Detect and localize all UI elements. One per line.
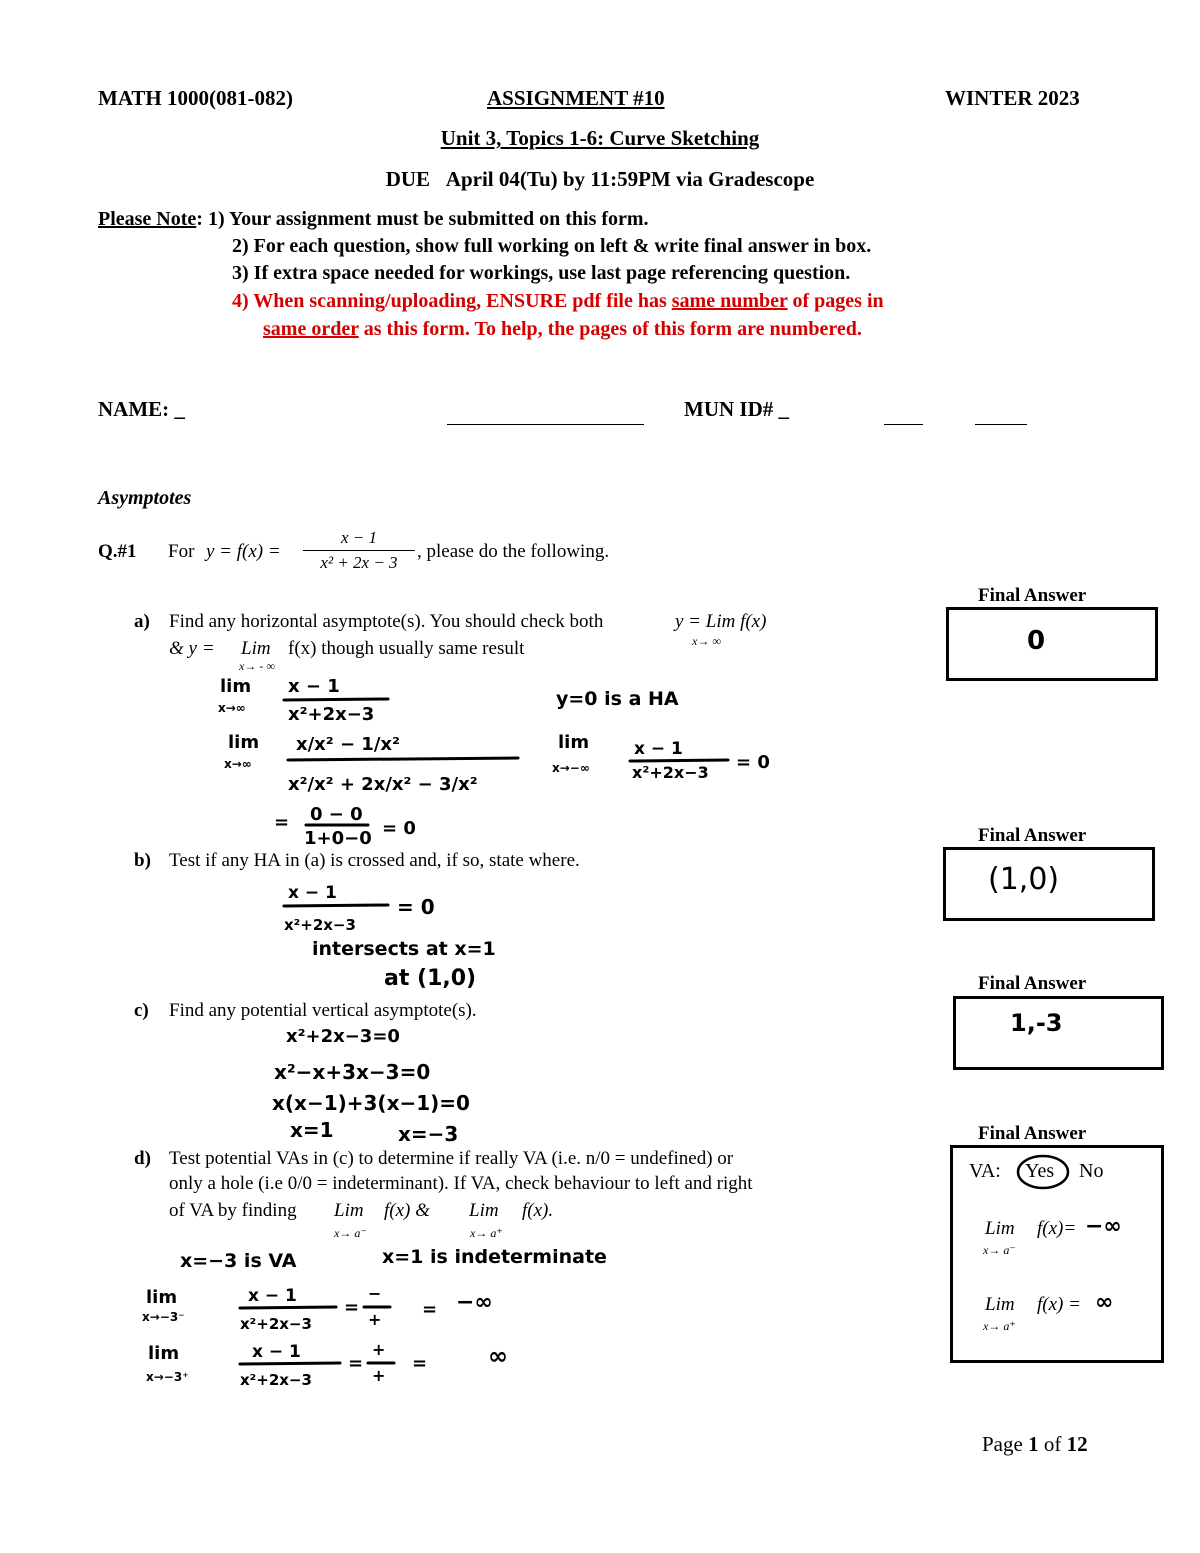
part-d-text-1: Test potential VAs in (c) to determine if really VA (i.e. n/0 = undefined) or — [169, 1148, 734, 1169]
hw-lim-1-sub: x→∞ — [218, 701, 246, 715]
hw-lim-3: lim — [558, 732, 590, 753]
please-note-colon: : — [196, 208, 203, 230]
note-3: 3) If extra space needed for workings, use last page referencing question. — [232, 262, 851, 284]
note-2: 2) For each question, show full working on left & write final answer in box. — [232, 235, 872, 257]
part-c-label: c) — [134, 1000, 149, 1021]
part-a-work-right — [552, 730, 802, 790]
final-answer-label-b: Final Answer — [978, 825, 1087, 846]
answer-d-va-label: VA: — [969, 1160, 1001, 1182]
hw-c-line-4b: x=−3 — [398, 1122, 459, 1146]
part-d-text-3: of VA by finding — [169, 1200, 297, 1221]
part-a-lim-pos: y = Lim f(x) — [675, 611, 767, 632]
hw-d-eq-1: = — [344, 1297, 360, 1318]
q1-label: Q.#1 — [98, 541, 137, 562]
answer-d-sub-right: x→ a⁺ — [983, 1319, 1016, 1333]
hw-frac-4-res: = 0 — [736, 752, 770, 773]
answer-d-sub-left: x→ a⁻ — [983, 1243, 1016, 1257]
hw-d-frac-1-bar — [240, 1307, 336, 1308]
hw-frac-4-den: x²+2x−3 — [632, 763, 709, 782]
q1-fraction — [303, 528, 415, 573]
hw-d-val-1: −∞ — [456, 1290, 493, 1315]
part-d-lim-left: Lim — [334, 1200, 364, 1221]
hw-frac-3-den: 1+0−0 — [304, 828, 372, 849]
hw-d-sign-1-den: + — [368, 1310, 382, 1329]
q1-fx: y = f(x) = — [206, 541, 281, 562]
part-d-text-2: only a hole (i.e 0/0 = indeterminant). If VA, check behaviour to left and right — [169, 1173, 753, 1194]
hw-d-sign-2-num: + — [372, 1340, 386, 1359]
note-4-underline: same number — [671, 290, 788, 312]
answer-a: 0 — [1027, 626, 1046, 656]
q1-denominator: x² + 2x − 3 — [320, 553, 398, 572]
hw-d-frac-1-den: x²+2x−3 — [240, 1315, 312, 1333]
part-a-label: a) — [134, 611, 150, 632]
name-label: NAME: _ — [98, 397, 185, 421]
hw-lim-2-sub: x→∞ — [224, 757, 252, 771]
hw-b-num: x − 1 — [288, 883, 337, 903]
note-4-text: 4) When scanning/uploading, ENSURE pdf file has — [232, 290, 672, 312]
hw-c-line-4a: x=1 — [290, 1118, 334, 1142]
part-c-text: Find any potential vertical asymptote(s). — [169, 1000, 477, 1021]
answer-c: 1,-3 — [1010, 1009, 1063, 1037]
final-answer-box-b[interactable] — [943, 847, 1155, 921]
page-total: 12 — [1066, 1432, 1088, 1456]
mun-id-label: MUN ID# _ — [684, 397, 789, 421]
part-d-fx: f(x). — [522, 1200, 554, 1221]
hw-ha: y=0 is a HA — [556, 688, 679, 710]
hw-d-frac-2-bar — [240, 1363, 340, 1364]
note-5 — [263, 318, 862, 341]
hw-d-line-1a: x=−3 is VA — [180, 1250, 297, 1272]
page-number — [982, 1432, 1088, 1457]
final-answer-label-d: Final Answer — [978, 1123, 1087, 1144]
final-answer-box-a[interactable] — [946, 607, 1158, 681]
note-4-tail: of pages in — [787, 290, 884, 312]
hw-d-frac-1-num: x − 1 — [248, 1286, 297, 1306]
hw-frac-2-num: x/x² − 1/x² — [296, 734, 400, 755]
part-b-text: Test if any HA in (a) is crossed and, if so, state where. — [169, 850, 580, 871]
hw-d-sign-1-num: − — [368, 1284, 382, 1303]
hw-frac-1-den: x²+2x−3 — [288, 704, 375, 725]
hw-b-line-2: at (1,0) — [384, 966, 477, 991]
part-d-label: d) — [134, 1148, 151, 1169]
part-a-sub-neg: x→ - ∞ — [239, 659, 275, 673]
hw-lim-2: lim — [228, 732, 260, 753]
mun-id-line-1[interactable] — [884, 424, 923, 425]
note-1: 1) Your assignment must be submitted on this form. — [207, 208, 649, 230]
hw-d-frac-2-den: x²+2x−3 — [240, 1371, 312, 1389]
please-note-label: Please Note — [98, 208, 197, 230]
hw-b-line-1: intersects at x=1 — [312, 938, 496, 960]
part-d-lim-right: Lim — [469, 1200, 499, 1221]
part-d-sub-left: x→ a⁻ — [334, 1226, 367, 1240]
hw-frac-1-num: x − 1 — [288, 676, 340, 697]
hw-d-line-1b: x=1 is indeterminate — [382, 1246, 607, 1268]
part-a-lim-neg: Lim — [241, 638, 271, 659]
answer-d-val-left: −∞ — [1085, 1214, 1122, 1239]
due-label: DUE — [385, 167, 431, 191]
due-line — [0, 167, 1200, 192]
page-current: 1 — [1028, 1432, 1039, 1456]
answer-d-fx-right: f(x) = — [1037, 1294, 1081, 1315]
q1-tail: , please do the following. — [417, 541, 610, 562]
course-code: MATH 1000(081-082) — [98, 86, 293, 110]
part-b-fraction — [282, 880, 412, 936]
q1-for: For — [168, 541, 195, 562]
unit-title: Unit 3, Topics 1-6: Curve Sketching — [440, 126, 760, 150]
answer-d-val-right: ∞ — [1095, 1290, 1114, 1315]
hw-lim-1: lim — [220, 676, 252, 697]
page-mid: of — [1038, 1432, 1067, 1456]
hw-d-eq-3: = — [348, 1353, 364, 1374]
part-d-sub-right: x→ a⁺ — [470, 1226, 503, 1240]
hw-d-lim-1-sub: x→−3⁻ — [142, 1310, 185, 1324]
hw-frac-2-den: x²/x² + 2x/x² − 3/x² — [288, 774, 478, 795]
hw-d-frac-2-num: x − 1 — [252, 1342, 301, 1362]
note-1-line — [98, 208, 649, 231]
note-4 — [232, 290, 884, 313]
final-answer-label-c: Final Answer — [978, 973, 1087, 994]
hw-b-bar — [284, 905, 388, 906]
hw-c-line-3: x(x−1)+3(x−1)=0 — [272, 1091, 470, 1115]
answer-d-no[interactable]: No — [1079, 1160, 1104, 1182]
answer-d-yes-circle — [1015, 1154, 1075, 1194]
part-a-text-1: Find any horizontal asymptote(s). You should check both — [169, 611, 604, 632]
name-line[interactable] — [447, 424, 644, 425]
part-b-label: b) — [134, 850, 151, 871]
hw-d-lim-2: lim — [148, 1343, 180, 1364]
part-d-fx-amp: f(x) & — [384, 1200, 430, 1221]
hw-frac-4-num: x − 1 — [634, 739, 683, 759]
hw-d-lim-2-sub: x→−3⁺ — [146, 1370, 189, 1384]
hw-frac-3-num: 0 − 0 — [310, 804, 363, 825]
hw-b-den: x²+2x−3 — [284, 916, 356, 934]
answer-d-lim-left: Lim — [985, 1218, 1015, 1239]
part-a-work-left — [218, 672, 548, 849]
assignment-title: ASSIGNMENT #10 — [487, 86, 665, 110]
answer-b: (1,0) — [988, 862, 1060, 897]
answer-d-fx-left: f(x)= — [1037, 1218, 1077, 1239]
hw-frac-4-bar — [630, 760, 728, 761]
section-title: Asymptotes — [98, 487, 192, 509]
due-text: April 04(Tu) by 11:59PM via Gradescope — [445, 167, 815, 191]
q1-numerator: x − 1 — [340, 528, 378, 547]
part-a-text-2a: & y = — [169, 638, 215, 659]
hw-frac-2-bar — [288, 758, 518, 760]
note-5-text: as this form. To help, the pages of this form are numbered. — [358, 318, 862, 340]
part-a-sub-pos: x→ ∞ — [692, 634, 721, 648]
hw-d-sign-2-den: + — [372, 1366, 386, 1385]
hw-lim-3-sub: x→−∞ — [552, 761, 590, 775]
hw-frac-3-eq: = — [274, 812, 290, 833]
final-answer-label-a: Final Answer — [978, 585, 1087, 606]
final-answer-box-d[interactable] — [950, 1145, 1164, 1363]
hw-c-line-1: x²+2x−3=0 — [286, 1026, 400, 1047]
part-a-text-2b: f(x) though usually same result — [288, 638, 525, 659]
mun-id-line-2[interactable] — [975, 424, 1027, 425]
hw-d-eq-2: = — [422, 1299, 438, 1320]
hw-c-line-2: x²−x+3x−3=0 — [274, 1060, 431, 1084]
hw-frac-3-res: = 0 — [382, 818, 416, 839]
answer-d-lim-right: Lim — [985, 1294, 1015, 1315]
hw-d-lim-1: lim — [146, 1287, 178, 1308]
hw-frac-1-bar — [284, 699, 388, 700]
term: WINTER 2023 — [945, 86, 1080, 110]
final-answer-box-c[interactable] — [953, 996, 1164, 1070]
hw-b-eq: = 0 — [397, 895, 435, 919]
hw-d-val-2: ∞ — [488, 1342, 508, 1370]
hw-d-eq-4: = — [412, 1353, 428, 1374]
answer-d-yes[interactable]: Yes — [1025, 1160, 1055, 1182]
page-pre: Page — [982, 1432, 1029, 1456]
note-5-underline: same order — [263, 318, 359, 340]
